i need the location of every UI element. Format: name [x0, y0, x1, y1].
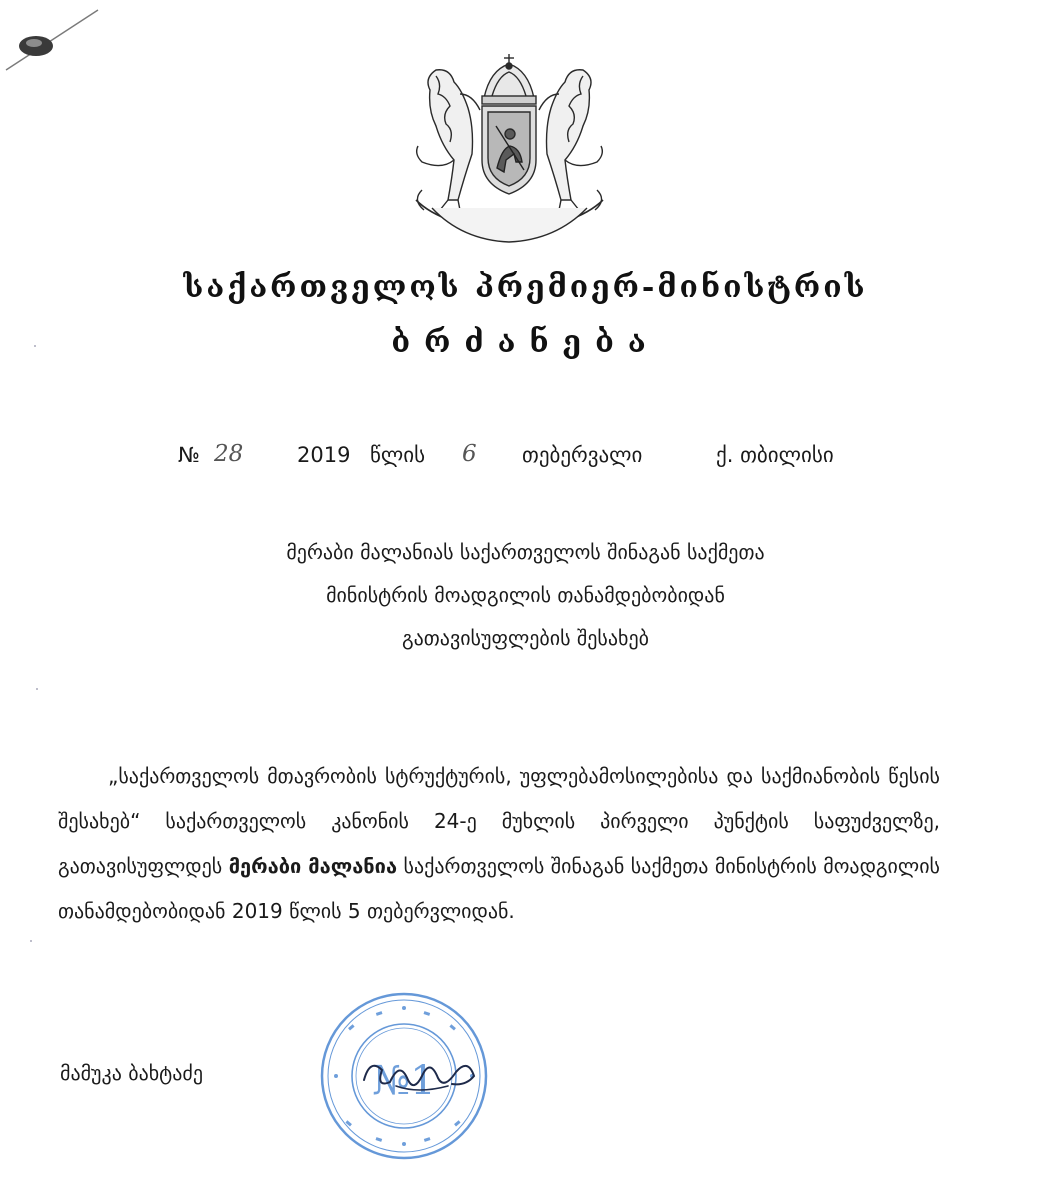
order-body	[58, 754, 940, 934]
order-month: თებერვალი	[522, 443, 643, 467]
order-number-value: 28	[214, 441, 244, 467]
subject-line-1: მერაბი მალანიას საქართველოს შინაგან საქმეთა	[286, 540, 765, 564]
order-city: ქ. თბილისი	[716, 443, 834, 467]
order-subject	[0, 531, 1051, 660]
handwritten-signature	[356, 1036, 486, 1106]
signer-name: მამუკა ბახტაძე	[60, 1061, 204, 1085]
order-year-word: წლის	[370, 443, 426, 467]
order-year: 2019	[297, 443, 351, 467]
order-body-paragraph	[58, 754, 940, 934]
subject-line-3: გათავისუფლების შესახებ	[402, 626, 649, 650]
order-day: 6	[462, 441, 477, 467]
stamp-center-number: №1	[372, 1058, 436, 1104]
georgia-coat-of-arms-emblem	[402, 50, 617, 246]
order-number-label: №	[178, 443, 200, 467]
dismissed-person-name: მერაბი მალანია	[228, 854, 398, 878]
body-text-after: საქართველოს შინაგან საქმეთა მინისტრის მოადგილის თანამდებობიდან 2019 წლის 5 თებერვლიდან.	[58, 854, 940, 923]
corner-pen-mark	[2, 2, 102, 74]
scan-speck	[30, 940, 32, 942]
document-header-title: საქართველოს პრემიერ-მინისტრის	[183, 270, 868, 305]
document-type-title: ბრძანება	[391, 325, 660, 360]
body-text-before: „საქართველოს მთავრობის სტრუქტურის, უფლებამოსილებისა და საქმიანობის წესის შესახებ“ საქართველოს კანონის 24-ე მუხლის პირველი პუნქტის საფუძველზე, გათავისუფლდეს	[58, 764, 940, 878]
scan-speck	[36, 688, 38, 690]
subject-line-2: მინისტრის მოადგილის თანამდებობიდან	[326, 583, 725, 607]
scan-speck	[34, 345, 36, 347]
